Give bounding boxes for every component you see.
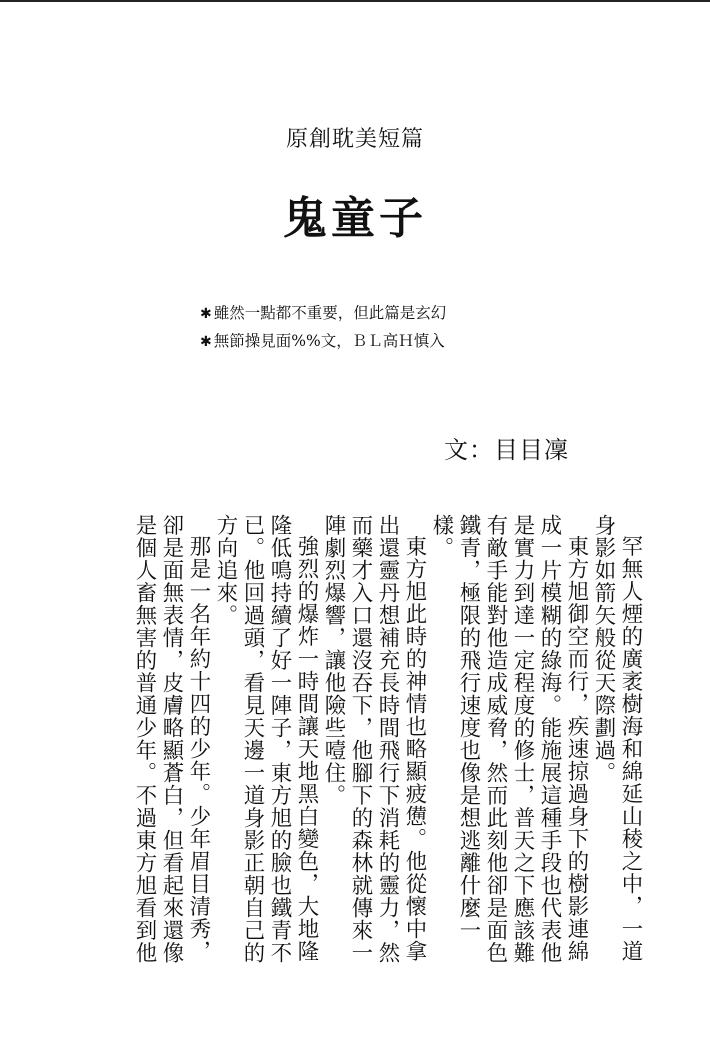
paragraph: 強烈的爆炸一時間讓天地黑白變色，大地隆隆低鳴持續了好一陣子，東方旭的臉也鐵青不已。他回過頭，看見天邊一道身影正朝自己的方向追來。	[213, 514, 319, 964]
author-byline: 文：目目凜	[444, 436, 569, 464]
story-title: 鬼童子	[283, 193, 427, 244]
paragraph: 東方旭此時的神情也略顯疲憊。他從懷中拿出還靈丹想補充長時間飛行下消耗的靈力，然而藥才入口還沒吞下，他腳下的森林就傳來一陣劇烈爆響，讓他險些噎住。	[321, 514, 427, 964]
note-line	[200, 300, 446, 328]
note-text: 無節操見面%%文，ＢＬ高Ｈ慎入	[213, 332, 445, 350]
series-heading: 原創耽美短篇	[285, 127, 424, 152]
asterisk-bullet-icon: ✱	[200, 306, 212, 322]
note-text: 雖然一點都不重要，但此篇是玄幻	[213, 304, 447, 322]
warning-notes	[200, 300, 446, 356]
top-border-rule	[0, 0, 710, 2]
story-body	[64, 514, 644, 964]
asterisk-bullet-icon: ✱	[200, 334, 212, 350]
note-line	[200, 328, 446, 356]
paragraph: 罕無人煙的廣袤樹海和綿延山稜之中，一道身影如箭矢般從天際劃過。	[591, 514, 643, 963]
paragraph: 那是一名年約十四的少年。少年眉目清秀，卻是面無表情，皮膚略顯蒼白，但看起來還像是個人畜無害的普通少年。不過東方旭看到他	[132, 514, 211, 964]
paragraph: 東方旭御空而行，疾速掠過身下的樹影連綿成一片模糊的綠海。能施展這種手段也代表他是實力到達一定程度的修士，普天之下應該難有敵手能對他造成威脅，然而此刻他卻是面色鐵青，極限的飛行速度也像是想逃離什麼一樣。	[429, 514, 589, 964]
